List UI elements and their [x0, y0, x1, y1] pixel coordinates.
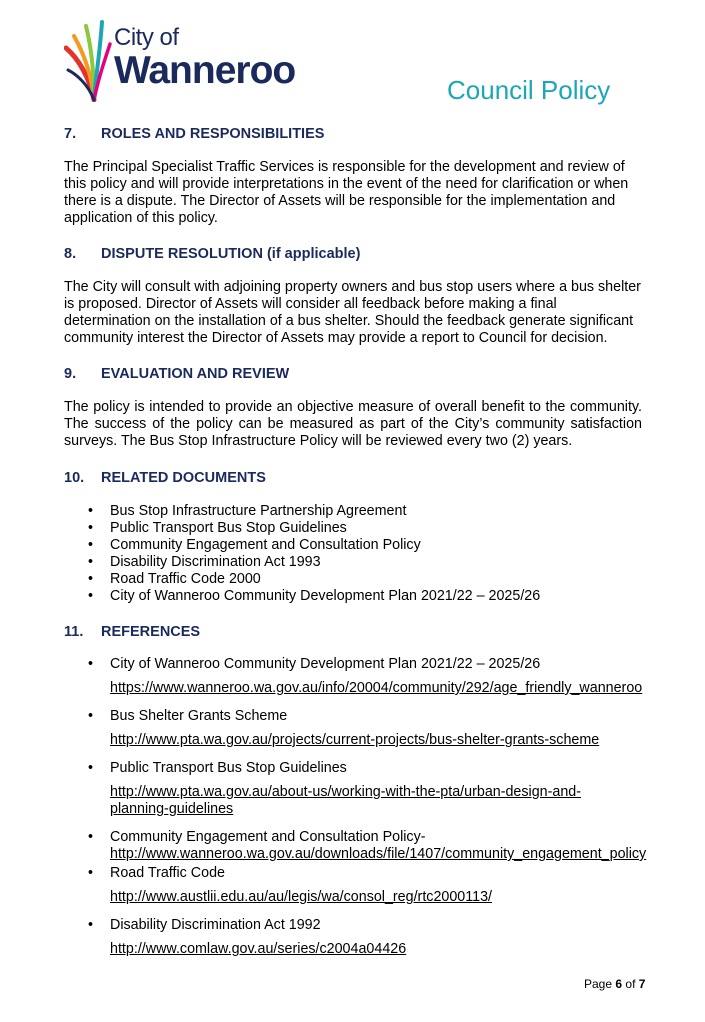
- section-7-paragraph: The Principal Specialist Traffic Services is responsible for the development and review of this policy and will provide interpretations in the event of the need for clarification or when there is a dispute. The Director of Assets will be responsible for the implementation and application of this policy.: [64, 159, 629, 226]
- reference-link[interactable]: http://www.pta.wa.gov.au/about-us/working-with-the-pta/urban-design-and-planning-guidelines: [110, 784, 581, 817]
- logo-text-wanneroo: Wanneroo: [114, 49, 296, 92]
- list-item: • Public Transport Bus Stop Guidelines: [64, 520, 642, 537]
- section-11-heading: [64, 624, 642, 640]
- reference-link[interactable]: http://www.wanneroo.wa.gov.au/downloads/file/1407/community_engagement_policy: [110, 846, 647, 862]
- reference-item: [64, 708, 642, 749]
- reference-item: [64, 760, 642, 818]
- reference-item: [64, 917, 642, 958]
- reference-link[interactable]: http://www.austlii.edu.au/au/legis/wa/consol_reg/rtc2000113/: [110, 889, 493, 905]
- section-number: 9.: [64, 366, 77, 382]
- list-item: • Disability Discrimination Act 1993: [64, 554, 642, 571]
- reference-item: [64, 865, 642, 906]
- document-body: [64, 126, 647, 958]
- document-type-title: Council Policy: [447, 75, 611, 105]
- section-7-heading: [64, 126, 642, 142]
- section-title: ROLES AND RESPONSIBILITIES: [101, 126, 325, 142]
- reference-link[interactable]: http://www.comlaw.gov.au/series/c2004a04426: [110, 941, 407, 957]
- section-9-paragraph: The policy is intended to provide an objective measure of overall benefit to the community. The success of the policy can be measured as part of the City’s community satisfaction surveys. The Bus Stop Infrastructure Policy will be reviewed every two (2) years.: [64, 399, 642, 449]
- references-list: [64, 656, 647, 958]
- page-current: 6: [615, 977, 623, 991]
- list-item: • City of Wanneroo Community Development Plan 2021/22 – 2025/26: [64, 588, 642, 605]
- reference-label: Road Traffic Code: [110, 865, 225, 881]
- section-title: DISPUTE RESOLUTION (if applicable): [101, 246, 361, 262]
- section-10-heading: [64, 470, 642, 486]
- related-documents-list: [64, 503, 642, 605]
- section-title: REFERENCES: [101, 624, 201, 640]
- reference-label: Public Transport Bus Stop Guidelines: [110, 760, 347, 776]
- section-number: 7.: [64, 126, 77, 142]
- reference-label: Bus Shelter Grants Scheme: [110, 708, 288, 724]
- of-label: of: [625, 977, 636, 991]
- reference-label: Disability Discrimination Act 1992: [110, 917, 321, 933]
- section-title: EVALUATION AND REVIEW: [101, 366, 290, 382]
- page-total: 7: [638, 977, 646, 991]
- logo-plant-icon: [64, 18, 112, 102]
- city-of-wanneroo-logo: [64, 18, 296, 102]
- list-item: • Community Engagement and Consultation Policy: [64, 537, 642, 554]
- section-9-heading: [64, 366, 642, 382]
- page-label: Page: [584, 977, 613, 991]
- section-number: 10.: [64, 470, 85, 486]
- reference-item: [64, 656, 642, 697]
- section-8-paragraph: The City will consult with adjoining property owners and bus stop users where a bus shelter is proposed. Director of Assets will consider all feedback before making a final determination on the installation of a bus shelter. Should the feedback generate significant community interest the Director of Assets may provide a report to Council for decision.: [64, 279, 641, 346]
- reference-label: City of Wanneroo Community Development Plan 2021/22 – 2025/26: [110, 656, 541, 672]
- reference-item: [64, 829, 647, 863]
- section-title: RELATED DOCUMENTS: [101, 470, 266, 486]
- list-item: • Road Traffic Code 2000: [64, 571, 642, 588]
- section-number: 8.: [64, 246, 77, 262]
- reference-link[interactable]: https://www.wanneroo.wa.gov.au/info/20004/community/292/age_friendly_wanneroo: [110, 680, 643, 696]
- list-item: • Bus Stop Infrastructure Partnership Agreement: [64, 503, 642, 520]
- section-number: 11.: [64, 624, 84, 640]
- section-8-heading: [64, 246, 642, 262]
- reference-label: Community Engagement and Consultation Policy-: [110, 829, 426, 845]
- page-number: [584, 977, 645, 991]
- logo-text-city-of: City of: [114, 24, 179, 51]
- reference-link[interactable]: http://www.pta.wa.gov.au/projects/current-projects/bus-shelter-grants-scheme: [110, 732, 600, 748]
